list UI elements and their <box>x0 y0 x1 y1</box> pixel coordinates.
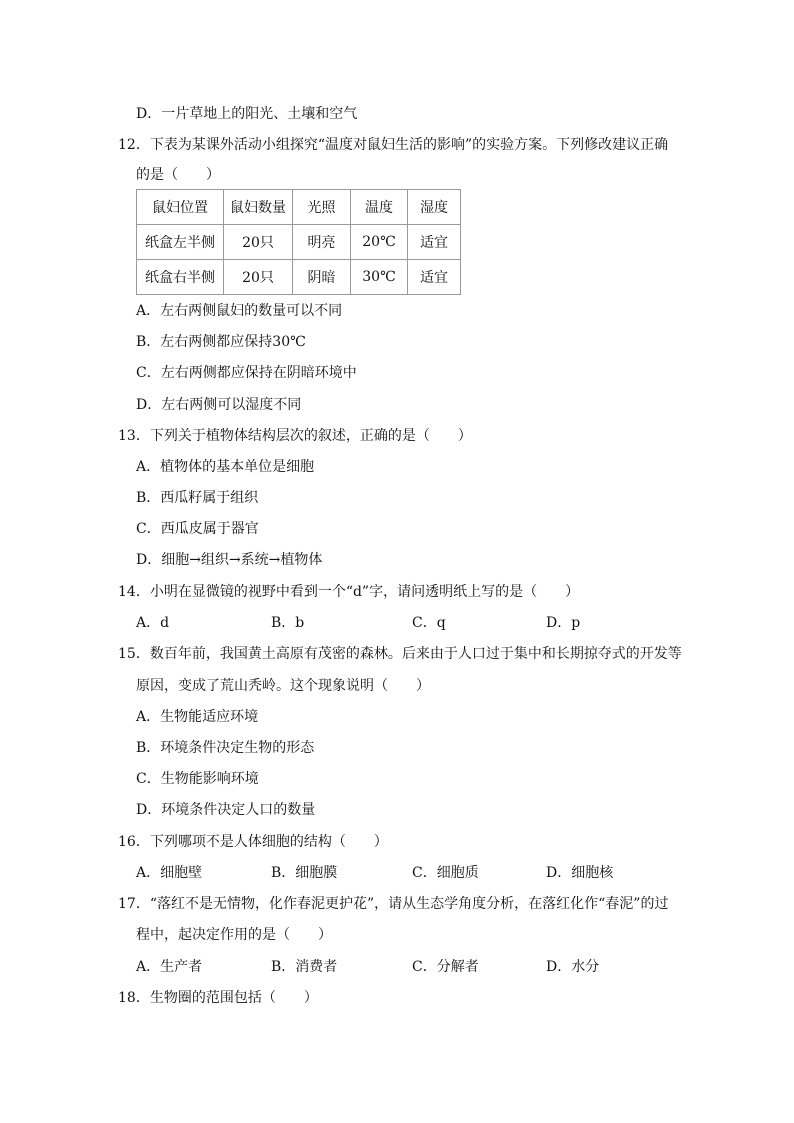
question-12-stem-line2: 的是（ ） <box>136 167 220 183</box>
question-17-stem-line2: 程中，起决定作用的是（ ） <box>136 927 332 943</box>
question-14-option-d: D．p <box>546 615 581 631</box>
experiment-table <box>136 189 461 295</box>
question-14-option-a: A．d <box>136 615 170 631</box>
question-17-option-b: B．消费者 <box>271 959 338 975</box>
table-cell: 适宜 <box>408 260 461 295</box>
question-14-options <box>0 613 794 633</box>
question-17-option-a: A．生产者 <box>136 959 203 975</box>
question-17-option-c: C．分解者 <box>412 959 479 975</box>
table-cell: 纸盒左半侧 <box>137 225 224 260</box>
question-11-option-d: D．一片草地上的阳光、土壤和空气 <box>136 106 358 122</box>
question-16-option-b: B．细胞膜 <box>271 865 338 881</box>
question-13-option-a: A．植物体的基本单位是细胞 <box>136 459 315 475</box>
question-12-stem-line1: 12．下表为某课外活动小组探究“温度对鼠妇生活的影响”的实验方案。下列修改建议正确 <box>118 137 669 153</box>
question-13-option-b: B．西瓜籽属于组织 <box>136 490 259 506</box>
question-12-option-c: C．左右两侧都应保持在阴暗环境中 <box>136 365 357 381</box>
question-15-option-c: C．生物能影响环境 <box>136 771 259 787</box>
table-header-cell: 鼠妇位置 <box>137 190 224 225</box>
table-cell: 适宜 <box>408 225 461 260</box>
question-16-option-c: C．细胞质 <box>412 865 479 881</box>
table-cell: 纸盒右半侧 <box>137 260 224 295</box>
question-15-option-a: A．生物能适应环境 <box>136 709 259 725</box>
question-14-option-b: B．b <box>271 615 305 631</box>
table-cell: 30℃ <box>351 260 408 295</box>
table-cell: 20只 <box>224 260 293 295</box>
question-12-option-d: D．左右两侧可以湿度不同 <box>136 397 302 413</box>
table-header-cell: 鼠妇数量 <box>224 190 293 225</box>
table-cell: 20只 <box>224 225 293 260</box>
question-15-option-d: D．环境条件决定人口的数量 <box>136 802 316 818</box>
table-header-cell: 光照 <box>293 190 351 225</box>
table-cell: 20℃ <box>351 225 408 260</box>
table-cell: 阴暗 <box>293 260 351 295</box>
question-15-option-b: B．环境条件决定生物的形态 <box>136 740 315 756</box>
question-12-option-a: A．左右两侧鼠妇的数量可以不同 <box>136 303 343 319</box>
question-18-stem: 18．生物圈的范围包括（ ） <box>118 990 318 1006</box>
table-row <box>137 225 461 260</box>
question-16-option-a: A．细胞壁 <box>136 865 203 881</box>
question-16-options <box>0 863 794 883</box>
table-header-row <box>137 190 461 225</box>
question-16-option-d: D．细胞核 <box>546 865 614 881</box>
question-17-stem-line1: 17．“落红不是无情物，化作春泥更护花”，请从生态学角度分析，在落红化作“春泥”的过 <box>118 896 669 912</box>
question-14-option-c: C．q <box>412 615 446 631</box>
question-13-option-d: D．细胞→组织→系统→植物体 <box>136 552 323 568</box>
question-15-stem-line2: 原因，变成了荒山秃岭。这个现象说明（ ） <box>136 678 430 694</box>
question-14-stem: 14．小明在显微镜的视野中看到一个“d”字，请问透明纸上写的是（ ） <box>118 584 580 600</box>
question-12-option-b: B．左右两侧都应保持30℃ <box>136 334 306 350</box>
question-15-stem-line1: 15．数百年前，我国黄土高原有茂密的森林。后来由于人口过于集中和长期掠夺式的开发等 <box>118 646 682 662</box>
question-17-option-d: D．水分 <box>546 959 600 975</box>
table-row <box>137 260 461 295</box>
question-16-stem: 16．下列哪项不是人体细胞的结构（ ） <box>118 834 388 850</box>
question-13-stem: 13．下列关于植物体结构层次的叙述，正确的是（ ） <box>118 428 472 444</box>
table-cell: 明亮 <box>293 225 351 260</box>
table-header-cell: 湿度 <box>408 190 461 225</box>
table-header-cell: 温度 <box>351 190 408 225</box>
question-13-option-c: C．西瓜皮属于器官 <box>136 521 259 537</box>
question-17-options <box>0 957 794 977</box>
